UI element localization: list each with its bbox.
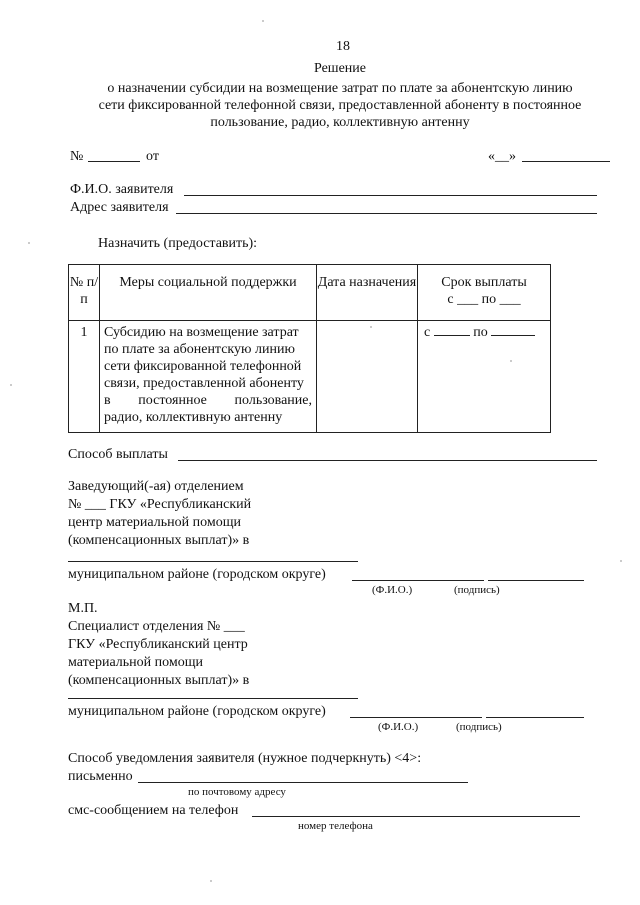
row-desc-line: радио, коллективную антенну [104, 410, 283, 425]
header-period-text: Срок выплаты [441, 275, 527, 290]
date-month-blank[interactable] [522, 161, 610, 162]
row-desc-line: Субсидию на возмещение затрат [104, 325, 299, 340]
document-title-line-2: сети фиксированной телефонной связи, предоставленной абоненту в постоянное [98, 98, 582, 113]
page-number: 18 [336, 39, 350, 54]
specialist-signature-field[interactable] [486, 717, 584, 718]
specialist-title-line: Специалист отделения № ___ [68, 619, 245, 634]
header-period [418, 265, 551, 321]
header-num-text: № п/п [69, 275, 99, 307]
notification-sms-option[interactable]: смс-сообщением на телефон [68, 803, 239, 818]
head-fio-field[interactable] [352, 580, 484, 581]
phone-number-field[interactable] [252, 816, 580, 817]
row-period-cell[interactable] [418, 321, 551, 433]
head-signature-hint: (подпись) [454, 584, 500, 596]
header-measures-text: Меры социальной поддержки [119, 275, 297, 290]
notification-written-option[interactable]: письменно [68, 769, 133, 784]
head-title-line: центр материальной помощи [68, 515, 241, 530]
header-date-text: Дата назначения [317, 275, 417, 290]
row-period-from: с [424, 325, 431, 340]
measures-table [68, 264, 551, 433]
specialist-region-blank[interactable] [68, 698, 358, 699]
head-title-line: Заведующий(-ая) отделением [68, 479, 244, 494]
document-title-line-1: о назначении субсидии на возмещение затрат по плате за абонентскую линию [107, 81, 573, 96]
header-period-sub: с ___ по ___ [447, 292, 521, 307]
applicant-fio-label: Ф.И.О. заявителя [70, 182, 174, 197]
number-sign: № [70, 149, 84, 164]
payment-method-label: Способ выплаты [68, 447, 168, 462]
scan-speck [10, 384, 12, 386]
specialist-title-line: (компенсационных выплат)» в [68, 673, 250, 688]
specialist-fio-hint: (Ф.И.О.) [378, 721, 419, 733]
date-day-quotes: «__» [488, 149, 516, 164]
postal-address-field[interactable] [138, 782, 468, 783]
table-row [69, 321, 551, 433]
specialist-signature-hint: (подпись) [456, 721, 502, 733]
applicant-address-field[interactable] [176, 213, 597, 214]
from-label: от [146, 149, 159, 164]
number-blank[interactable] [88, 161, 140, 162]
applicant-address-label: Адрес заявителя [70, 200, 169, 215]
specialist-title-line: материальной помощи [68, 655, 203, 670]
applicant-fio-field[interactable] [184, 195, 597, 196]
row-num [69, 321, 100, 433]
row-description [100, 321, 317, 433]
document-title-line-3: пользование, радио, коллективную антенну [210, 115, 470, 130]
head-title-line: (компенсационных выплат)» в [68, 533, 250, 548]
header-measures [100, 265, 317, 321]
head-fio-hint: (Ф.И.О.) [372, 584, 413, 596]
row-num-text: 1 [80, 325, 88, 340]
scan-speck [620, 560, 622, 562]
document-heading: Решение [313, 61, 366, 76]
row-desc-line: сети фиксированной телефонной [104, 359, 302, 374]
payment-method-field[interactable] [178, 460, 597, 461]
header-num [69, 265, 100, 321]
row-period-to: по [473, 325, 488, 340]
row-desc-line: по плате за абонентскую линию [104, 342, 295, 357]
stamp-label: М.П. [68, 601, 98, 616]
head-signature-field[interactable] [488, 580, 584, 581]
specialist-title-line: ГКУ «Республиканский центр [68, 637, 248, 652]
postal-address-hint: по почтовому адресу [188, 786, 286, 798]
specialist-municipal-label: муниципальном районе (городском округе) [68, 704, 326, 719]
table-header-row [69, 265, 551, 321]
scan-speck [210, 880, 212, 882]
row-desc-line: связи, предоставленной абоненту [104, 376, 304, 391]
scan-speck [28, 242, 30, 244]
assign-label: Назначить (предоставить): [98, 236, 258, 251]
head-title-line: № ___ ГКУ «Республиканский [68, 497, 252, 512]
phone-number-hint: номер телефона [298, 820, 373, 832]
notification-label: Способ уведомления заявителя (нужное подчеркнуть) <4>: [68, 751, 422, 766]
row-desc-line: в постоянное пользование, [104, 393, 312, 408]
scan-speck [262, 20, 264, 22]
scan-speck [370, 326, 372, 328]
scan-speck [510, 360, 512, 362]
header-date [317, 265, 418, 321]
specialist-fio-field[interactable] [350, 717, 482, 718]
head-municipal-label: муниципальном районе (городском округе) [68, 567, 326, 582]
head-region-blank[interactable] [68, 561, 358, 562]
row-date-cell[interactable] [317, 321, 418, 433]
